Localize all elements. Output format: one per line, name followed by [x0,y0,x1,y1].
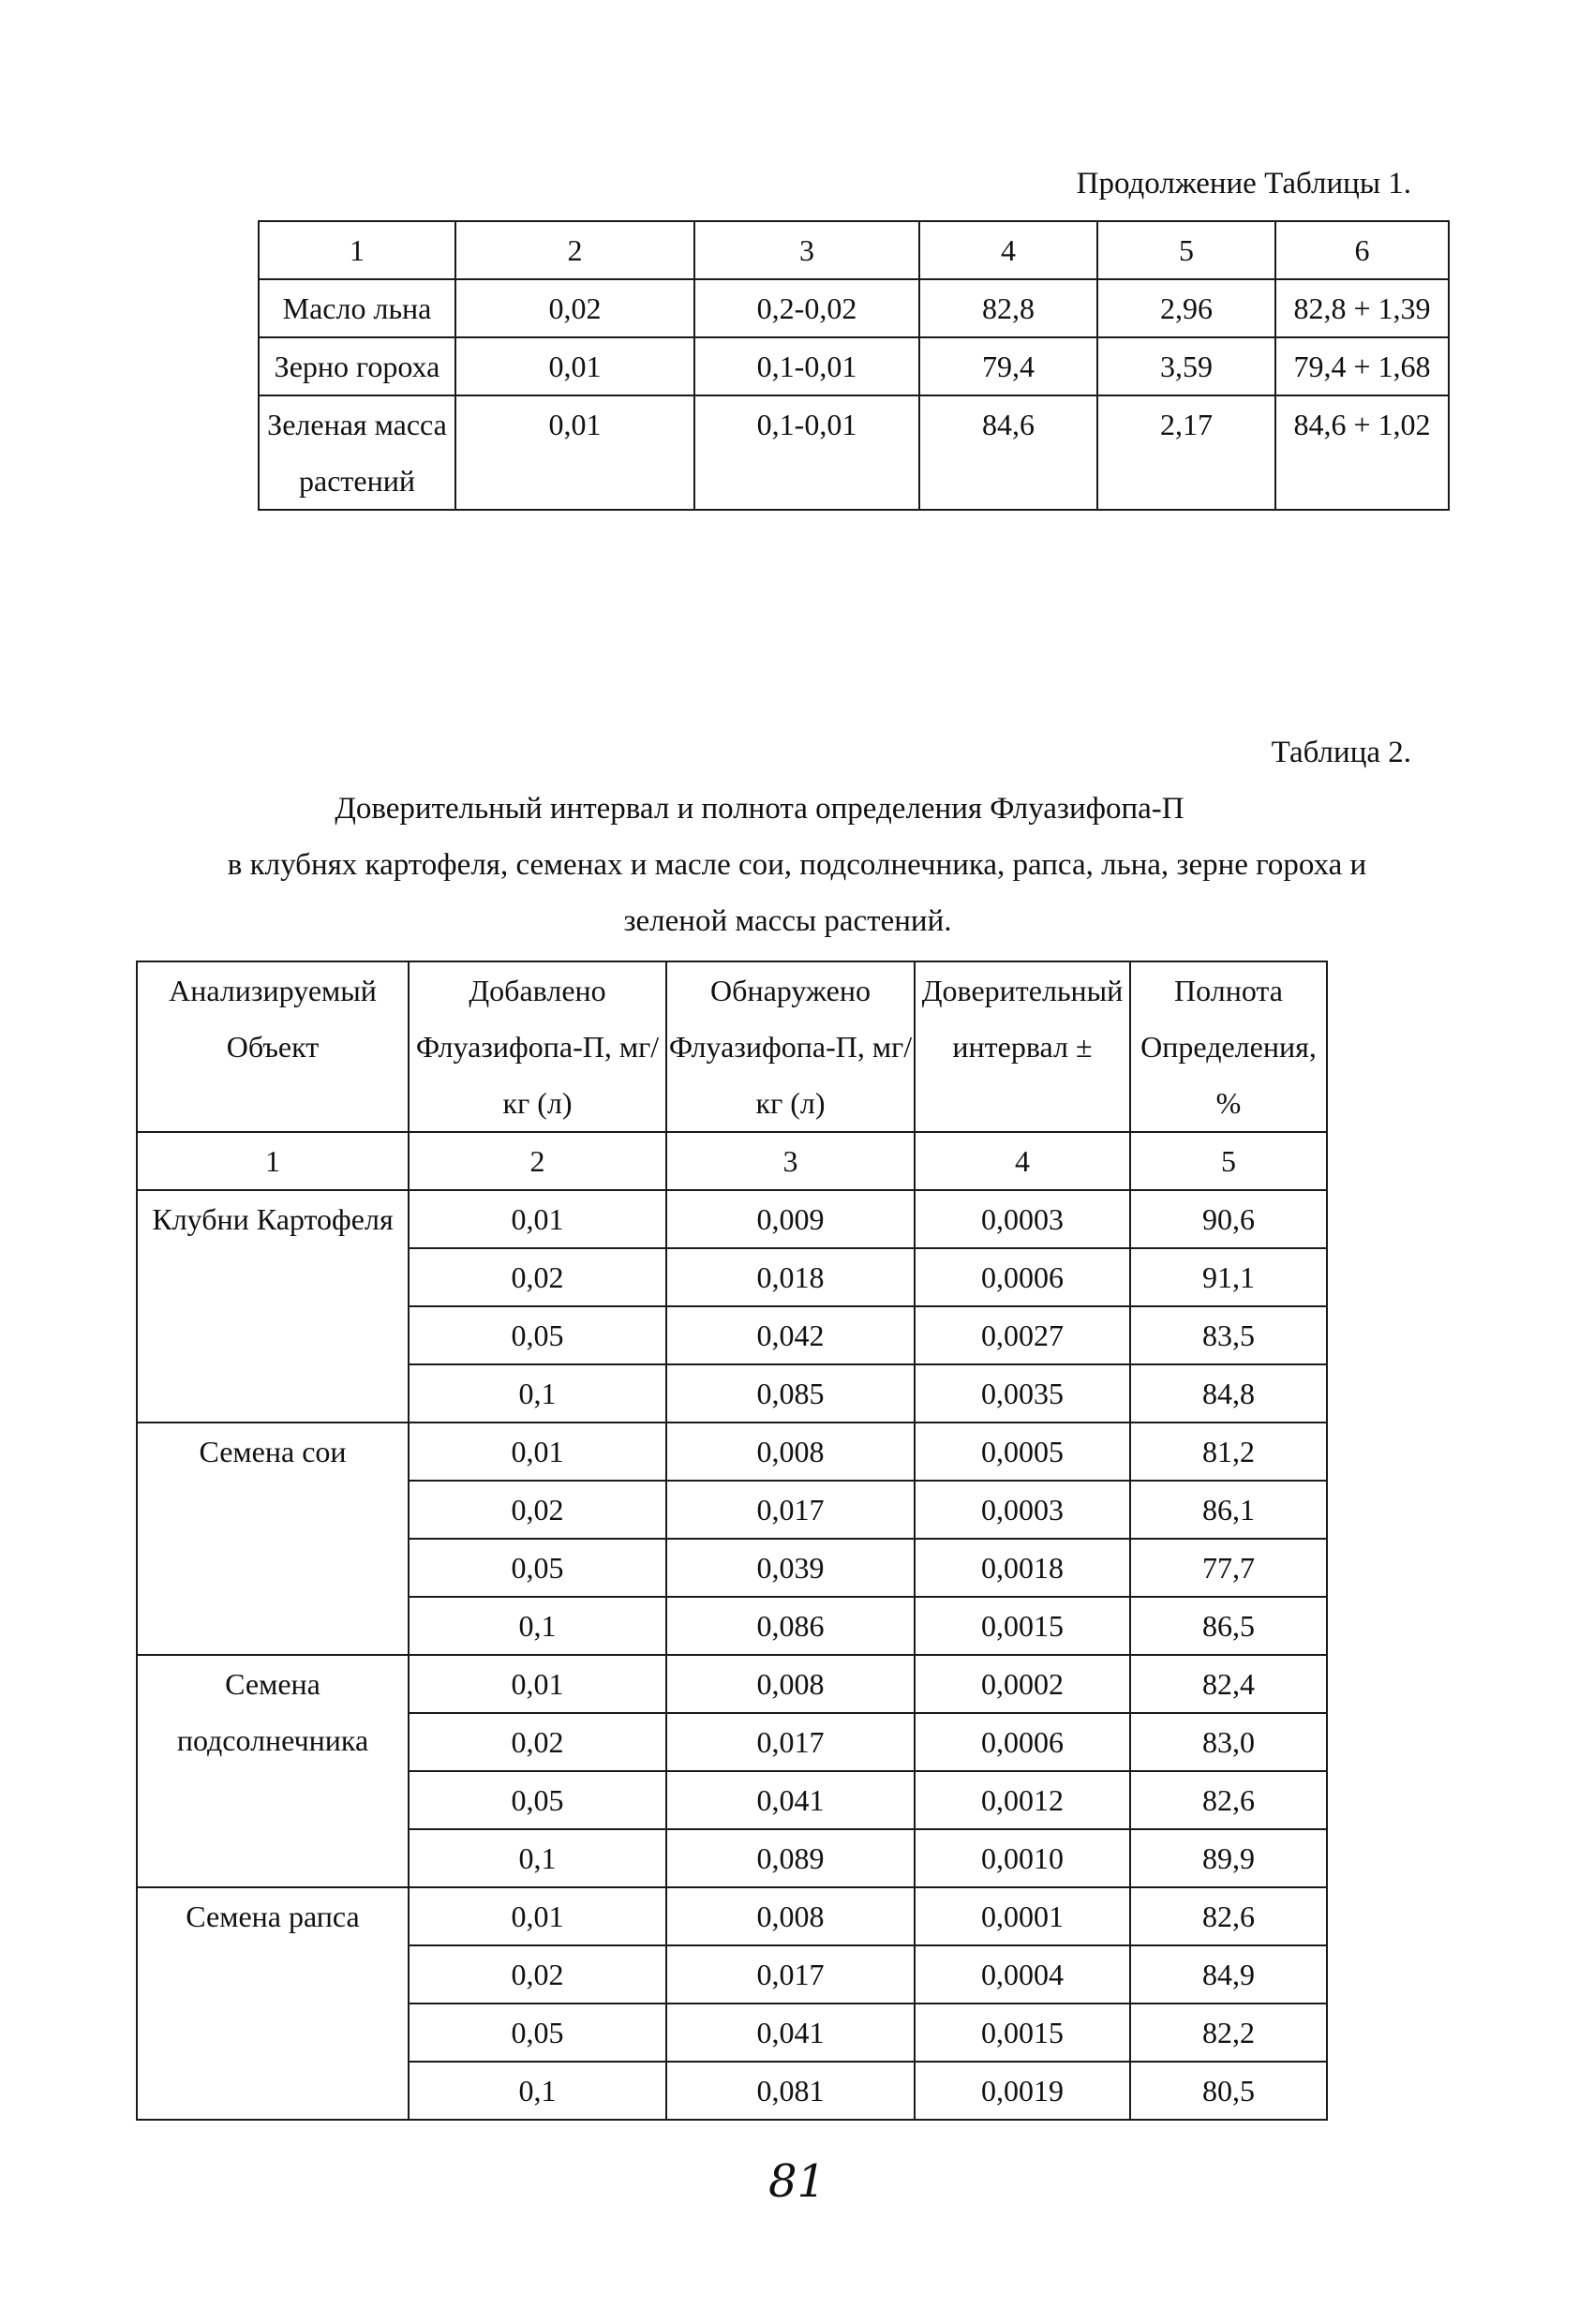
table2-cell: 91,1 [1130,1248,1327,1306]
table2-number-cell: 4 [915,1132,1130,1190]
table2-cell: 0,1 [409,1829,666,1887]
table2-cell: 81,2 [1130,1423,1327,1481]
table1-header-cell: 2 [455,221,694,279]
table1-caption: Продолжение Таблицы 1. [1076,167,1411,201]
table2-cell: 0,008 [666,1423,915,1481]
table2-cell: 84,8 [1130,1364,1327,1423]
table1-cell: 0,2-0,02 [694,279,919,337]
table2-cell: 0,0012 [915,1771,1130,1829]
table1-row [259,337,1449,395]
table2-cell: 82,6 [1130,1887,1327,1945]
table2-cell: 0,009 [666,1190,915,1248]
table2-cell: 0,0003 [915,1481,1130,1539]
table2-cell: 0,0015 [915,2004,1130,2062]
table2-cell: 0,017 [666,1481,915,1539]
table1-header-row [259,221,1449,279]
table2-cell: 0,01 [409,1887,666,1945]
table2-row [137,1190,1327,1248]
table2-cell: 0,0003 [915,1190,1130,1248]
table2-cell: 0,0001 [915,1887,1130,1945]
table2-cell: 0,0015 [915,1597,1130,1655]
table2-cell: 0,008 [666,1655,915,1713]
table2-object-cell: Семена рапса [137,1887,409,2120]
table1-cell: 2,96 [1097,279,1275,337]
table2-cell: 0,089 [666,1829,915,1887]
table1-header-cell: 1 [259,221,455,279]
table2-cell: 0,017 [666,1713,915,1771]
table1-object-cell: Зерно гороха [259,337,455,395]
table2-cell: 0,017 [666,1945,915,2004]
table2-header-cell: Обнаружено Флуазифопа-П, мг/кг (л) [666,961,915,1132]
table1-cell: 0,01 [455,395,694,510]
table2-cell: 0,02 [409,1945,666,2004]
table2-cell: 0,02 [409,1248,666,1306]
table2-row [137,1423,1327,1481]
table2-label: Таблица 2. [1271,736,1411,769]
table2-cell: 0,0019 [915,2062,1130,2120]
table2-cell: 0,008 [666,1887,915,1945]
table2-header-cell: Анализируемый Объект [137,961,409,1132]
table1-cell: 84,6 + 1,02 [1275,395,1449,510]
table2-object-cell: Семена подсолнечника [137,1655,409,1887]
table2-cell: 82,2 [1130,2004,1327,2062]
table2-cell: 89,9 [1130,1829,1327,1887]
table1-header-cell: 3 [694,221,919,279]
table2-cell: 0,05 [409,1539,666,1597]
table1-cell: 2,17 [1097,395,1275,510]
table1-cell: 82,8 + 1,39 [1275,279,1449,337]
table1-header-cell: 4 [919,221,1097,279]
table2-header-row [137,961,1327,1132]
table2-cell: 0,086 [666,1597,915,1655]
table2-cell: 84,9 [1130,1945,1327,2004]
table2-cell: 0,05 [409,1771,666,1829]
table2-cell: 0,02 [409,1481,666,1539]
table2-number-cell: 5 [1130,1132,1327,1190]
table1-row [259,279,1449,337]
table2-row [137,1655,1327,1713]
table2-cell: 83,5 [1130,1306,1327,1364]
table2-cell: 0,041 [666,2004,915,2062]
table2-cell: 0,0010 [915,1829,1130,1887]
table2-number-cell: 1 [137,1132,409,1190]
table2-cell: 0,01 [409,1423,666,1481]
table2-cell: 77,7 [1130,1539,1327,1597]
table2-cell: 83,0 [1130,1713,1327,1771]
table2-number-cell: 3 [666,1132,915,1190]
table1-cell: 84,6 [919,395,1097,510]
table1-cell: 0,1-0,01 [694,395,919,510]
table2-cell: 0,01 [409,1655,666,1713]
page-number: 81 [767,2155,827,2208]
table2-cell: 0,05 [409,1306,666,1364]
table1-cell: 0,1-0,01 [694,337,919,395]
table2-cell: 0,0004 [915,1945,1130,2004]
table2-cell: 0,081 [666,2062,915,2120]
table2-cell: 0,0006 [915,1713,1130,1771]
table2-cell: 0,1 [409,1364,666,1423]
table2-header-cell: Доверительный интервал ± [915,961,1130,1132]
table2-cell: 0,1 [409,1597,666,1655]
table2-object-cell: Клубни Картофеля [137,1190,409,1423]
table2-cell: 0,0018 [915,1539,1130,1597]
table2-title-line-2: в клубнях картофеля, семенах и масле сои, подсолнечника, рапса, льна, зерне гороха и [227,848,1367,882]
table2-header-cell: Полнота Определения, % [1130,961,1327,1132]
table2-title-line-3: зеленой массы растений. [623,904,952,938]
table2-cell: 86,5 [1130,1597,1327,1655]
table2-object-cell: Семена сои [137,1423,409,1655]
table1-object-cell: Масло льна [259,279,455,337]
table2-cell: 0,01 [409,1190,666,1248]
table1-header-cell: 6 [1275,221,1449,279]
table2-cell: 0,0027 [915,1306,1130,1364]
table2-number-cell: 2 [409,1132,666,1190]
table1-object-cell: Зеленая масса растений [259,395,455,510]
table1-header-cell: 5 [1097,221,1275,279]
table1-cell: 0,01 [455,337,694,395]
table2-cell: 0,1 [409,2062,666,2120]
table2-cell: 80,5 [1130,2062,1327,2120]
table2-header-cell: Добавлено Флуазифопа-П, мг/кг (л) [409,961,666,1132]
table1-cell: 79,4 [919,337,1097,395]
table2-cell: 86,1 [1130,1481,1327,1539]
table2-number-row [137,1132,1327,1190]
table2-cell: 0,0035 [915,1364,1130,1423]
table1 [258,220,1450,511]
table2 [136,961,1328,2121]
table2-cell: 82,6 [1130,1771,1327,1829]
table2-cell: 0,041 [666,1771,915,1829]
table1-cell: 82,8 [919,279,1097,337]
table2-cell: 0,05 [409,2004,666,2062]
table1-row [259,395,1449,510]
table2-cell: 0,039 [666,1539,915,1597]
table1-cell: 79,4 + 1,68 [1275,337,1449,395]
table2-cell: 0,0005 [915,1423,1130,1481]
table2-row [137,1887,1327,1945]
table2-title-line-1: Доверительный интервал и полнота определения Флуазифопа-П [335,792,1184,826]
table2-cell: 0,0006 [915,1248,1130,1306]
table2-cell: 82,4 [1130,1655,1327,1713]
table1-cell: 3,59 [1097,337,1275,395]
table2-cell: 0,042 [666,1306,915,1364]
table2-cell: 0,02 [409,1713,666,1771]
table2-cell: 90,6 [1130,1190,1327,1248]
table2-cell: 0,0002 [915,1655,1130,1713]
table2-cell: 0,085 [666,1364,915,1423]
table1-cell: 0,02 [455,279,694,337]
table2-cell: 0,018 [666,1248,915,1306]
